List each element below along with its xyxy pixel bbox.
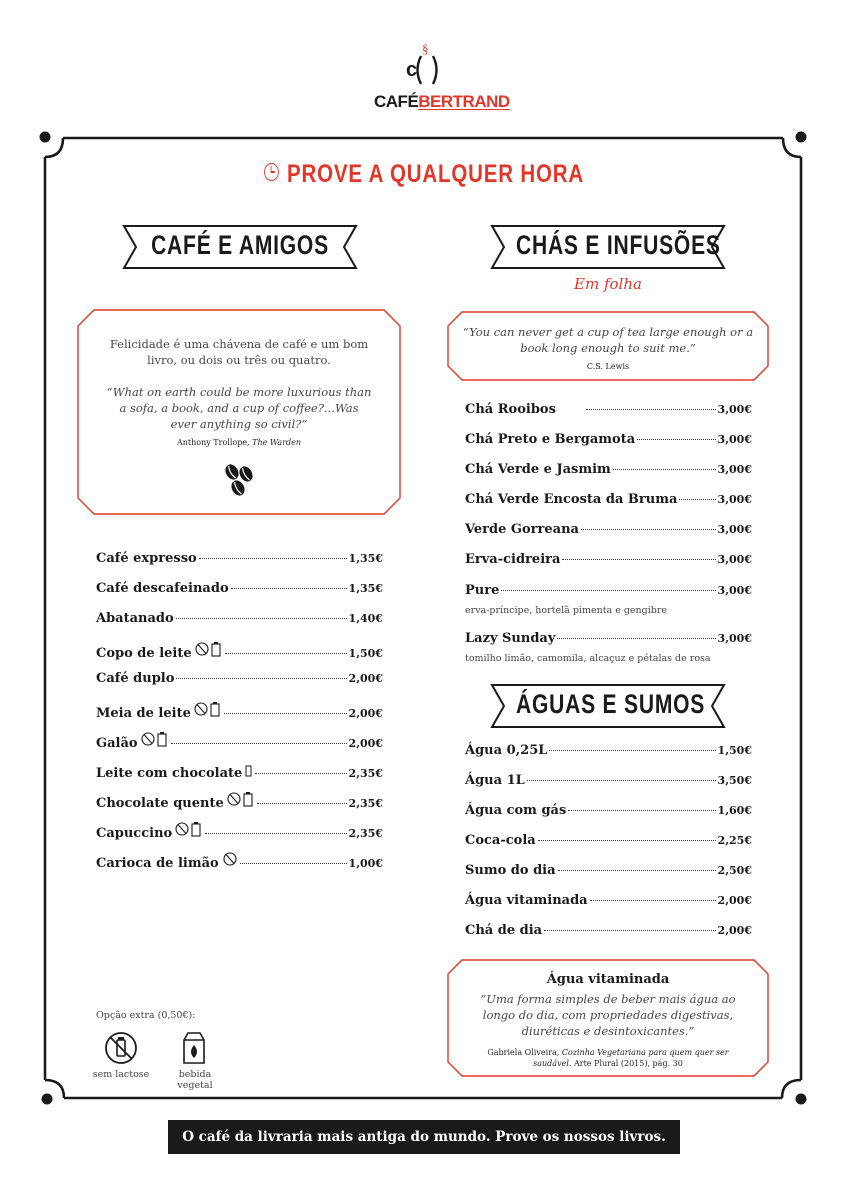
legend-no-lactose-label: sem lactose xyxy=(92,1069,150,1080)
item-price: 2,50€ xyxy=(717,864,752,877)
legend-vegetal-label: bebida vegetal xyxy=(177,1069,213,1091)
item-price: 2,35€ xyxy=(348,797,383,810)
item-name: Capuccino xyxy=(96,826,173,841)
menu-item xyxy=(96,641,383,661)
dot-leader xyxy=(231,588,347,589)
section-title-cafe: CAFÉ E AMIGOS xyxy=(151,230,329,260)
item-price: 1,35€ xyxy=(348,552,383,565)
note-title: Água vitaminada xyxy=(546,972,670,987)
item-name: Chá de dia xyxy=(465,923,543,938)
vegetal-drink-icon xyxy=(178,1030,210,1066)
menu-item xyxy=(465,492,752,512)
menu-item xyxy=(465,432,752,452)
item-name: Chá Verde e Jasmim xyxy=(465,462,611,477)
logo-word-bertrand: BERTRAND xyxy=(418,92,510,111)
item-name: Pure xyxy=(465,583,500,598)
menu-item xyxy=(465,863,752,883)
dot-leader xyxy=(199,558,347,559)
item-price: 3,00€ xyxy=(717,433,752,446)
item-price: 1,40€ xyxy=(348,612,383,625)
dot-leader xyxy=(581,529,716,530)
item-name: Água 0,25L xyxy=(465,743,548,758)
dot-leader xyxy=(257,803,347,804)
logo-mark-icon xyxy=(401,40,451,92)
item-price: 1,35€ xyxy=(348,582,383,595)
dot-leader xyxy=(590,900,716,901)
item-price: 3,50€ xyxy=(717,774,752,787)
menu-item xyxy=(465,773,752,793)
section-title-aguas: ÁGUAS E SUMOS xyxy=(515,689,706,719)
item-price: 3,00€ xyxy=(717,553,752,566)
menu-item xyxy=(465,462,752,482)
item-price: 2,35€ xyxy=(348,767,383,780)
item-price: 3,00€ xyxy=(717,463,752,476)
svg-text:§: § xyxy=(422,41,429,56)
item-name: Lazy Sunday xyxy=(465,631,556,646)
menu-item xyxy=(96,851,383,871)
menu-item xyxy=(96,701,383,721)
no-lactose-and-vegetal-icon xyxy=(195,641,223,657)
item-name: Erva-cidreira xyxy=(465,552,561,567)
dot-leader xyxy=(225,653,347,654)
quote-author-name: Anthony Trollope, xyxy=(176,438,250,447)
quote-intro: Felicidade é uma chávena de café e um bom livro, ou dois ou três ou quatro. xyxy=(109,337,369,367)
menu-item xyxy=(465,803,752,823)
section-title-chas: CHÁS E INFUSÕES xyxy=(515,230,721,260)
quote-author: C.S. Lewis xyxy=(586,362,630,371)
dot-leader xyxy=(558,870,716,871)
dot-leader xyxy=(538,840,716,841)
item-price: 2,35€ xyxy=(348,827,383,840)
item-name: Carioca de limão xyxy=(96,856,219,871)
menu-item xyxy=(96,791,383,811)
item-name: Chá Rooibos xyxy=(465,402,556,417)
menu-item xyxy=(465,923,752,943)
item-name: Galão xyxy=(96,736,138,751)
dot-leader xyxy=(240,863,347,864)
item-price: 2,00€ xyxy=(717,894,752,907)
note-quote: “Uma forma simples de beber mais água ao longo do dia, com propriedades digestivas, diuréticas e desintoxicantes.” xyxy=(480,992,736,1038)
dot-leader xyxy=(637,439,715,440)
no-lactose-and-vegetal-icon xyxy=(141,731,169,747)
no-lactose-and-vegetal-icon xyxy=(175,821,203,837)
menu-item xyxy=(96,581,383,601)
note-work: Cozinha Vegetariana para quem quer ser saudável. xyxy=(533,1048,729,1068)
note-box-agua xyxy=(446,958,770,1078)
no-lactose-and-vegetal-icon xyxy=(194,701,222,717)
item-price: 1,60€ xyxy=(717,804,752,817)
item-name: Meia de leite xyxy=(96,706,191,721)
item-price: 2,00€ xyxy=(348,737,383,750)
menu-item xyxy=(465,522,752,542)
item-price: 2,25€ xyxy=(717,834,752,847)
item-price: 2,00€ xyxy=(717,924,752,937)
menu-item xyxy=(96,731,383,751)
item-description: erva-príncipe, hortelã pimenta e gengibre xyxy=(465,605,668,616)
menu-item xyxy=(96,761,383,781)
item-description: tomilho limão, camomila, alcaçuz e pétalas de rosa xyxy=(465,653,711,664)
dot-leader xyxy=(557,638,715,639)
item-name: Café descafeinado xyxy=(96,581,229,596)
item-price: 2,00€ xyxy=(348,672,383,685)
item-name: Verde Gorreana xyxy=(465,522,579,537)
dot-leader xyxy=(171,743,347,744)
item-price: 1,00€ xyxy=(348,857,383,870)
dot-leader xyxy=(176,678,346,679)
item-name: Água com gás xyxy=(465,803,567,818)
dot-leader xyxy=(255,773,346,774)
menu-item xyxy=(465,552,752,572)
dot-leader xyxy=(544,930,715,931)
note-author-name: Gabriela Oliveira, xyxy=(487,1048,560,1057)
quote-text: “What on earth could be more luxurious than a sofa, a book, and a cup of coffee?...Was ever anything so civil?” xyxy=(106,385,372,431)
menu-item xyxy=(96,611,383,631)
item-price: 1,50€ xyxy=(717,744,752,757)
legend-title: Opção extra (0,50€): xyxy=(96,1010,196,1021)
dot-leader xyxy=(205,833,346,834)
no-lactose-icon xyxy=(103,1030,139,1066)
logo-word-cafe: CAFÉ xyxy=(374,92,419,111)
item-name: Leite com chocolate xyxy=(96,766,243,781)
item-price: 3,00€ xyxy=(717,632,752,645)
ribbon-chas xyxy=(490,224,726,270)
dot-leader xyxy=(549,750,715,751)
menu-item xyxy=(96,551,383,571)
item-price: 3,00€ xyxy=(717,493,752,506)
logo-wordmark xyxy=(374,92,510,112)
no-lactose-and-vegetal-icon xyxy=(227,791,255,807)
dot-leader xyxy=(224,713,347,714)
menu-item xyxy=(465,743,752,763)
item-price: 1,50€ xyxy=(348,647,383,660)
menu-item xyxy=(96,671,383,691)
dot-leader xyxy=(679,499,715,500)
dot-leader xyxy=(613,469,716,470)
headline xyxy=(76,160,771,189)
headline-text: PROVE A QUALQUER HORA xyxy=(286,160,584,188)
item-name: Água vitaminada xyxy=(465,893,588,908)
ribbon-cafe xyxy=(122,224,358,270)
dot-leader xyxy=(568,810,715,811)
quote-author-work: The Warden xyxy=(252,438,302,447)
clock-icon xyxy=(264,163,279,181)
item-name: Coca-cola xyxy=(465,833,536,848)
menu-item xyxy=(465,402,752,422)
quote-author xyxy=(96,438,382,447)
dot-leader xyxy=(586,409,716,410)
item-name: Copo de leite xyxy=(96,646,192,661)
menu-item xyxy=(465,893,752,913)
menu-item xyxy=(96,821,383,841)
dot-leader xyxy=(527,780,716,781)
svg-text:c: c xyxy=(406,59,418,81)
menu-item xyxy=(465,583,752,603)
item-price: 3,00€ xyxy=(717,584,752,597)
note-author xyxy=(486,1047,730,1069)
dot-leader xyxy=(562,559,715,560)
vegetal-drink-icon xyxy=(245,761,253,777)
menu-item xyxy=(465,631,752,651)
quote-text: “You can never get a cup of tea large enough or a book long enough to suit me.” xyxy=(462,325,754,355)
item-name: Chá Verde Encosta da Bruma xyxy=(465,492,678,507)
item-price: 3,00€ xyxy=(717,403,752,416)
item-name: Café expresso xyxy=(96,551,197,566)
footer-banner: O café da livraria mais antiga do mundo. Prove os nossos livros. xyxy=(168,1120,680,1154)
logo xyxy=(374,40,510,122)
quote-box-chas xyxy=(446,310,770,382)
no-lactose-icon xyxy=(222,851,238,867)
ribbon-aguas xyxy=(490,683,726,729)
note-source: Arte Plural (2015), pág. 30 xyxy=(573,1059,683,1068)
item-name: Sumo do dia xyxy=(465,863,556,878)
item-name: Água 1L xyxy=(465,773,525,788)
item-price: 3,00€ xyxy=(717,523,752,536)
dot-leader xyxy=(501,590,715,591)
item-price: 2,00€ xyxy=(348,707,383,720)
item-name: Abatanado xyxy=(96,611,174,626)
item-name: Chá Preto e Bergamota xyxy=(465,432,636,447)
menu-item xyxy=(465,833,752,853)
item-name: Chocolate quente xyxy=(96,796,224,811)
subtitle-em-folha: Em folha xyxy=(574,275,642,293)
coffee-beans-icon xyxy=(222,462,258,498)
item-name: Café duplo xyxy=(96,671,175,686)
quote-box-cafe xyxy=(76,308,402,516)
dot-leader xyxy=(176,618,347,619)
